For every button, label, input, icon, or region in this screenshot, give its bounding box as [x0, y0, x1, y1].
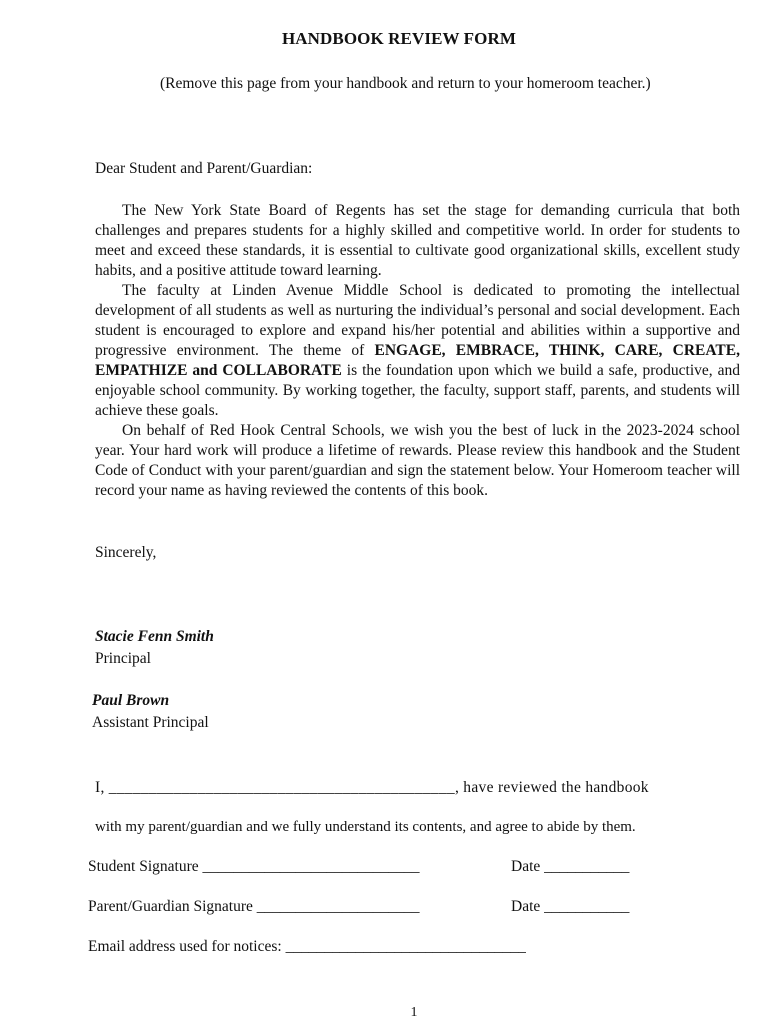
parent-signature-field[interactable]: Parent/Guardian Signature _____________________	[88, 898, 420, 915]
letter-body	[95, 201, 740, 501]
principal-name: Stacie Fenn Smith	[95, 628, 214, 645]
email-field[interactable]: Email address used for notices: _______________________________	[88, 938, 526, 955]
acknowledgement-line-2: with my parent/guardian and we fully understand its contents, and agree to abide by them.	[95, 819, 636, 835]
form-title: HANDBOOK REVIEW FORM	[281, 29, 517, 48]
student-date-field[interactable]: Date ___________	[511, 858, 630, 875]
assistant-principal-title: Assistant Principal	[92, 714, 209, 731]
theme-words: ENGAGE, EMBRACE, THINK, CARE, CREATE, EMPATHIZE and COLLABORATE	[95, 342, 740, 379]
student-signature-field[interactable]: Student Signature ____________________________	[88, 858, 420, 875]
paragraph-2	[95, 281, 740, 421]
paragraph-1: The New York State Board of Regents has set the stage for demanding curricula that both challenges and prepares students for a highly skilled and competitive world. In order for students to meet and exceed these standards, it is essential to cultivate good organizational skills, excellent study habits, and a positive attitude toward learning.	[95, 202, 740, 279]
page-number: 1	[410, 1005, 418, 1020]
paragraph-2-start: The faculty at Linden Avenue Middle School is dedicated to promoting the intellectual development of all students as well as nurturing the individual’s personal and social development. Each student is encouraged to explore and expand his/her potential and abilities within a supportive and progressive environment. The theme of	[95, 282, 740, 359]
paragraph-3: On behalf of Red Hook Central Schools, we wish you the best of luck in the 2023-2024 school year. Your hard work will produce a lifetime of rewards. Please review this handbook and the Student Code of Conduct with your parent/guardian and sign the statement below. Your Homeroom teacher will record your name as having reviewed the contents of this book.	[95, 422, 740, 499]
paragraph-2-end: is the foundation upon which we build a safe, productive, and enjoyable school community. By working together, the faculty, support staff, parents, and students will achieve these goals.	[95, 362, 740, 419]
salutation: Dear Student and Parent/Guardian:	[95, 160, 313, 177]
closing: Sincerely,	[95, 544, 157, 561]
assistant-principal-name: Paul Brown	[92, 692, 170, 709]
parent-date-field[interactable]: Date ___________	[511, 898, 630, 915]
acknowledgement-line-1[interactable]: I, ___________________________________________, have reviewed the handbook	[95, 779, 649, 796]
form-subtitle: (Remove this page from your handbook and return to your homeroom teacher.)	[160, 75, 651, 92]
principal-title: Principal	[95, 650, 151, 667]
